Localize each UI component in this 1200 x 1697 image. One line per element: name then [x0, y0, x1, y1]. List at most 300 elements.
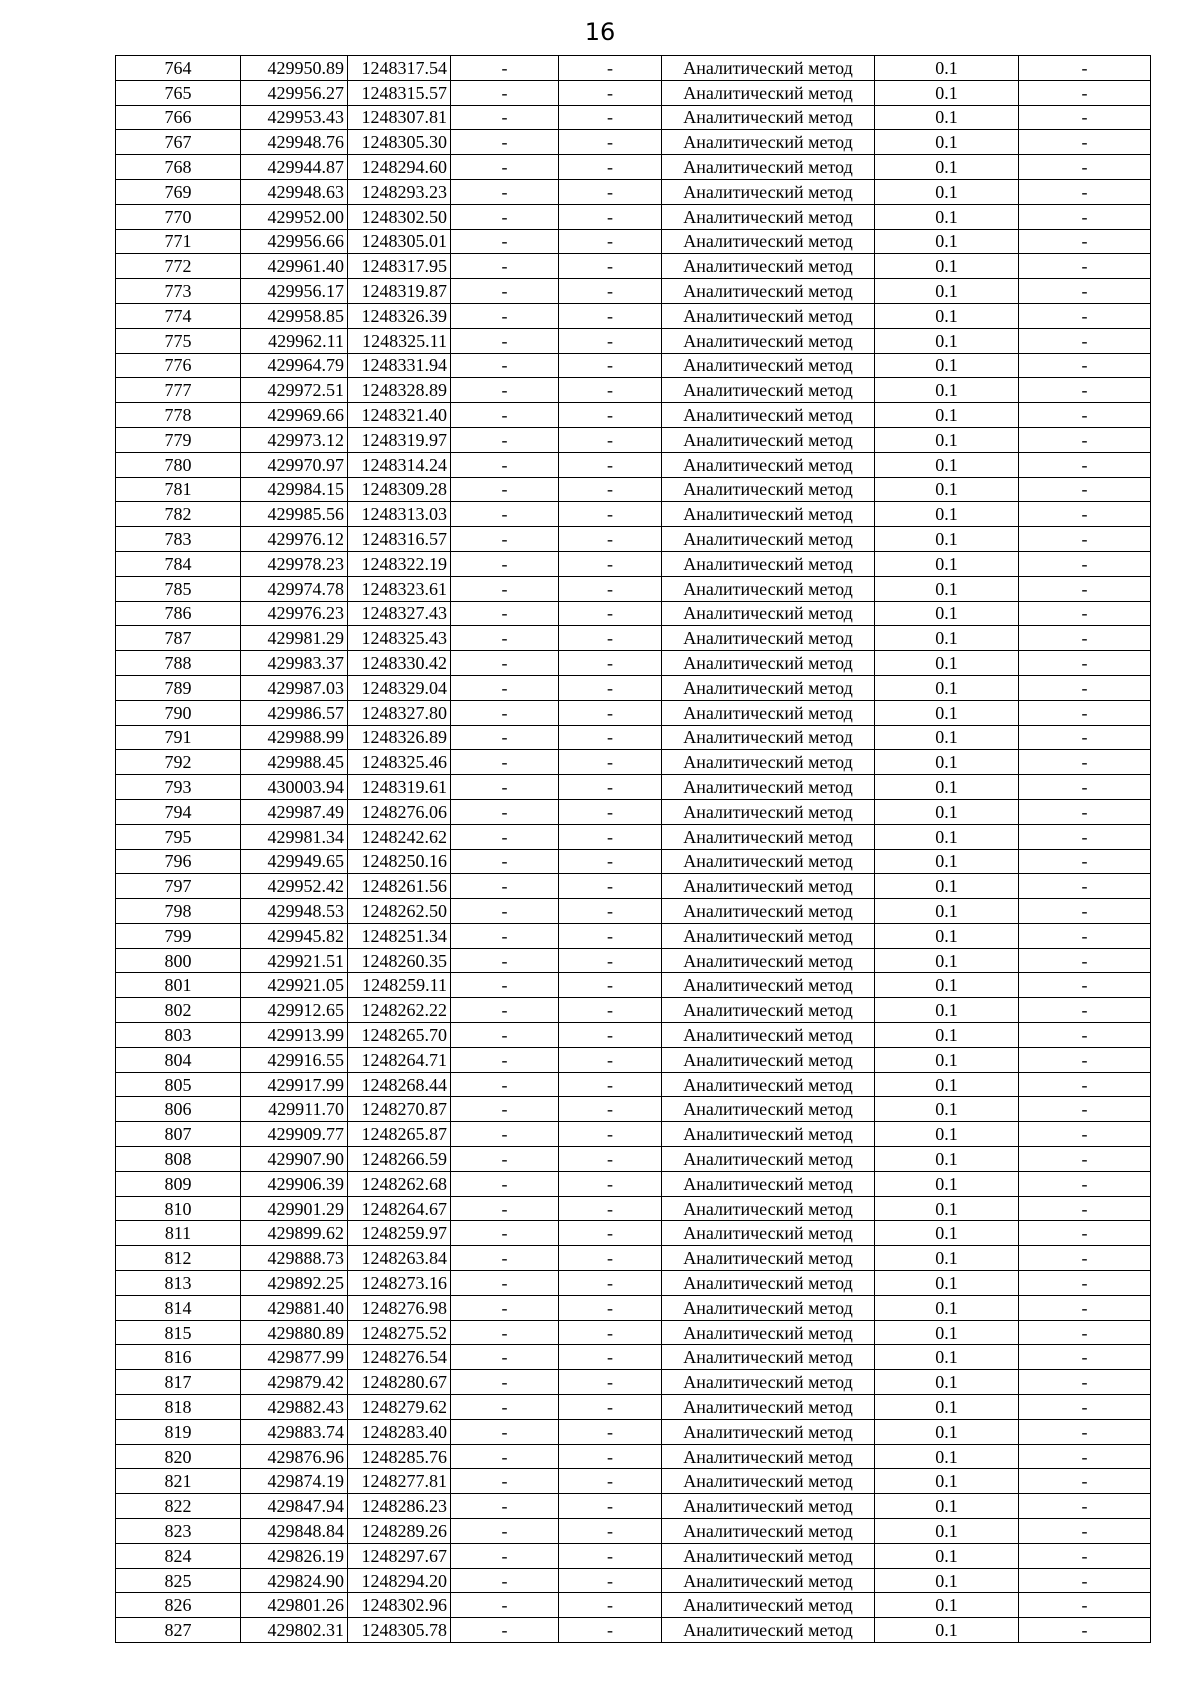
cell-col-4: -	[451, 303, 559, 328]
cell-point-number: 826	[116, 1593, 241, 1618]
cell-point-number: 805	[116, 1072, 241, 1097]
cell-x-coordinate: 429921.51	[241, 948, 348, 973]
cell-method: Аналитический метод	[662, 576, 875, 601]
cell-col-5: -	[559, 1370, 662, 1395]
table-row	[116, 279, 1151, 304]
cell-method: Аналитический метод	[662, 1023, 875, 1048]
cell-col-8: -	[1019, 378, 1151, 403]
cell-col-4: -	[451, 1147, 559, 1172]
cell-col-5: -	[559, 179, 662, 204]
cell-x-coordinate: 429879.42	[241, 1370, 348, 1395]
cell-y-coordinate: 1248294.20	[348, 1568, 451, 1593]
cell-col-8: -	[1019, 626, 1151, 651]
cell-point-number: 784	[116, 551, 241, 576]
cell-x-coordinate: 429956.27	[241, 80, 348, 105]
cell-x-coordinate: 429956.17	[241, 279, 348, 304]
cell-y-coordinate: 1248250.16	[348, 849, 451, 874]
cell-col-5: -	[559, 1519, 662, 1544]
cell-y-coordinate: 1248305.78	[348, 1618, 451, 1643]
cell-point-number: 822	[116, 1494, 241, 1519]
cell-point-number: 777	[116, 378, 241, 403]
cell-x-coordinate: 429948.76	[241, 130, 348, 155]
cell-col-8: -	[1019, 1370, 1151, 1395]
cell-x-coordinate: 429958.85	[241, 303, 348, 328]
cell-method: Аналитический метод	[662, 1320, 875, 1345]
cell-col-5: -	[559, 427, 662, 452]
cell-x-coordinate: 429952.42	[241, 874, 348, 899]
cell-accuracy: 0.1	[875, 56, 1019, 81]
cell-col-4: -	[451, 874, 559, 899]
cell-col-4: -	[451, 1246, 559, 1271]
cell-col-8: -	[1019, 1494, 1151, 1519]
table-row	[116, 775, 1151, 800]
cell-col-8: -	[1019, 502, 1151, 527]
cell-y-coordinate: 1248313.03	[348, 502, 451, 527]
cell-x-coordinate: 429978.23	[241, 551, 348, 576]
cell-method: Аналитический метод	[662, 725, 875, 750]
cell-col-5: -	[559, 502, 662, 527]
cell-col-5: -	[559, 229, 662, 254]
cell-col-5: -	[559, 527, 662, 552]
cell-col-8: -	[1019, 998, 1151, 1023]
cell-x-coordinate: 429950.89	[241, 56, 348, 81]
cell-col-8: -	[1019, 849, 1151, 874]
cell-point-number: 799	[116, 923, 241, 948]
cell-accuracy: 0.1	[875, 477, 1019, 502]
cell-point-number: 775	[116, 328, 241, 353]
cell-col-8: -	[1019, 576, 1151, 601]
cell-col-5: -	[559, 1122, 662, 1147]
cell-x-coordinate: 430003.94	[241, 775, 348, 800]
cell-point-number: 790	[116, 700, 241, 725]
cell-y-coordinate: 1248316.57	[348, 527, 451, 552]
cell-accuracy: 0.1	[875, 80, 1019, 105]
cell-y-coordinate: 1248266.59	[348, 1147, 451, 1172]
table-row	[116, 1444, 1151, 1469]
cell-x-coordinate: 429984.15	[241, 477, 348, 502]
cell-point-number: 808	[116, 1147, 241, 1172]
table-row	[116, 551, 1151, 576]
cell-method: Аналитический метод	[662, 155, 875, 180]
cell-y-coordinate: 1248317.95	[348, 254, 451, 279]
cell-col-4: -	[451, 1543, 559, 1568]
table-row	[116, 1171, 1151, 1196]
cell-col-8: -	[1019, 1122, 1151, 1147]
cell-col-8: -	[1019, 1072, 1151, 1097]
cell-col-8: -	[1019, 1618, 1151, 1643]
cell-col-4: -	[451, 1271, 559, 1296]
cell-col-5: -	[559, 1097, 662, 1122]
table-row	[116, 502, 1151, 527]
cell-col-8: -	[1019, 1221, 1151, 1246]
cell-col-4: -	[451, 427, 559, 452]
cell-col-8: -	[1019, 1047, 1151, 1072]
cell-method: Аналитический метод	[662, 427, 875, 452]
cell-point-number: 812	[116, 1246, 241, 1271]
cell-x-coordinate: 429988.45	[241, 750, 348, 775]
table-row	[116, 874, 1151, 899]
cell-x-coordinate: 429976.12	[241, 527, 348, 552]
cell-accuracy: 0.1	[875, 229, 1019, 254]
cell-col-5: -	[559, 130, 662, 155]
table-row	[116, 725, 1151, 750]
cell-y-coordinate: 1248265.70	[348, 1023, 451, 1048]
cell-col-4: -	[451, 1295, 559, 1320]
table-row	[116, 1147, 1151, 1172]
cell-y-coordinate: 1248323.61	[348, 576, 451, 601]
cell-y-coordinate: 1248251.34	[348, 923, 451, 948]
cell-point-number: 802	[116, 998, 241, 1023]
cell-col-4: -	[451, 229, 559, 254]
cell-x-coordinate: 429944.87	[241, 155, 348, 180]
cell-accuracy: 0.1	[875, 799, 1019, 824]
cell-method: Аналитический метод	[662, 229, 875, 254]
cell-point-number: 780	[116, 452, 241, 477]
cell-y-coordinate: 1248276.06	[348, 799, 451, 824]
cell-col-8: -	[1019, 1023, 1151, 1048]
cell-x-coordinate: 429874.19	[241, 1469, 348, 1494]
cell-point-number: 827	[116, 1618, 241, 1643]
cell-col-4: -	[451, 1345, 559, 1370]
cell-accuracy: 0.1	[875, 923, 1019, 948]
cell-accuracy: 0.1	[875, 973, 1019, 998]
cell-col-4: -	[451, 105, 559, 130]
cell-col-5: -	[559, 403, 662, 428]
cell-col-8: -	[1019, 105, 1151, 130]
table-row	[116, 1395, 1151, 1420]
cell-col-5: -	[559, 1395, 662, 1420]
cell-col-5: -	[559, 824, 662, 849]
cell-col-5: -	[559, 378, 662, 403]
cell-x-coordinate: 429892.25	[241, 1271, 348, 1296]
cell-col-4: -	[451, 130, 559, 155]
cell-accuracy: 0.1	[875, 527, 1019, 552]
cell-y-coordinate: 1248259.11	[348, 973, 451, 998]
cell-col-5: -	[559, 675, 662, 700]
cell-method: Аналитический метод	[662, 403, 875, 428]
cell-y-coordinate: 1248279.62	[348, 1395, 451, 1420]
table-row	[116, 799, 1151, 824]
cell-method: Аналитический метод	[662, 353, 875, 378]
cell-point-number: 793	[116, 775, 241, 800]
cell-accuracy: 0.1	[875, 1023, 1019, 1048]
cell-col-5: -	[559, 1618, 662, 1643]
cell-point-number: 774	[116, 303, 241, 328]
table-row	[116, 1072, 1151, 1097]
cell-col-8: -	[1019, 328, 1151, 353]
table-row	[116, 1370, 1151, 1395]
cell-col-5: -	[559, 551, 662, 576]
cell-method: Аналитический метод	[662, 204, 875, 229]
cell-x-coordinate: 429824.90	[241, 1568, 348, 1593]
cell-y-coordinate: 1248326.39	[348, 303, 451, 328]
cell-x-coordinate: 429970.97	[241, 452, 348, 477]
coordinates-table	[115, 55, 1151, 1643]
cell-col-4: -	[451, 651, 559, 676]
cell-col-8: -	[1019, 874, 1151, 899]
cell-y-coordinate: 1248322.19	[348, 551, 451, 576]
cell-col-4: -	[451, 1469, 559, 1494]
cell-col-4: -	[451, 1519, 559, 1544]
cell-col-5: -	[559, 1072, 662, 1097]
page-number: 16	[584, 18, 616, 46]
cell-y-coordinate: 1248326.89	[348, 725, 451, 750]
table-row	[116, 626, 1151, 651]
table-row	[116, 56, 1151, 81]
cell-col-4: -	[451, 725, 559, 750]
cell-col-4: -	[451, 899, 559, 924]
table-row	[116, 1097, 1151, 1122]
cell-col-4: -	[451, 824, 559, 849]
cell-accuracy: 0.1	[875, 651, 1019, 676]
table-row	[116, 998, 1151, 1023]
cell-col-4: -	[451, 502, 559, 527]
cell-x-coordinate: 429987.03	[241, 675, 348, 700]
cell-accuracy: 0.1	[875, 874, 1019, 899]
cell-col-5: -	[559, 973, 662, 998]
cell-method: Аналитический метод	[662, 874, 875, 899]
cell-point-number: 824	[116, 1543, 241, 1568]
cell-method: Аналитический метод	[662, 527, 875, 552]
cell-col-8: -	[1019, 1147, 1151, 1172]
table-row	[116, 700, 1151, 725]
cell-col-5: -	[559, 601, 662, 626]
cell-x-coordinate: 429969.66	[241, 403, 348, 428]
cell-col-8: -	[1019, 1295, 1151, 1320]
cell-y-coordinate: 1248319.61	[348, 775, 451, 800]
cell-accuracy: 0.1	[875, 601, 1019, 626]
cell-col-5: -	[559, 1196, 662, 1221]
cell-point-number: 765	[116, 80, 241, 105]
cell-x-coordinate: 429948.53	[241, 899, 348, 924]
cell-x-coordinate: 429986.57	[241, 700, 348, 725]
cell-y-coordinate: 1248277.81	[348, 1469, 451, 1494]
cell-method: Аналитический метод	[662, 775, 875, 800]
cell-method: Аналитический метод	[662, 1097, 875, 1122]
cell-y-coordinate: 1248293.23	[348, 179, 451, 204]
table-row	[116, 477, 1151, 502]
cell-point-number: 787	[116, 626, 241, 651]
cell-col-5: -	[559, 1593, 662, 1618]
table-row	[116, 1221, 1151, 1246]
cell-method: Аналитический метод	[662, 601, 875, 626]
cell-col-8: -	[1019, 651, 1151, 676]
cell-point-number: 794	[116, 799, 241, 824]
cell-col-5: -	[559, 254, 662, 279]
cell-method: Аналитический метод	[662, 1543, 875, 1568]
cell-accuracy: 0.1	[875, 1543, 1019, 1568]
table-row	[116, 80, 1151, 105]
cell-accuracy: 0.1	[875, 626, 1019, 651]
cell-col-8: -	[1019, 56, 1151, 81]
cell-col-4: -	[451, 1221, 559, 1246]
cell-col-4: -	[451, 328, 559, 353]
cell-col-4: -	[451, 1494, 559, 1519]
cell-accuracy: 0.1	[875, 403, 1019, 428]
cell-point-number: 795	[116, 824, 241, 849]
cell-accuracy: 0.1	[875, 1147, 1019, 1172]
cell-col-8: -	[1019, 1568, 1151, 1593]
cell-accuracy: 0.1	[875, 1444, 1019, 1469]
cell-x-coordinate: 429976.23	[241, 601, 348, 626]
cell-point-number: 781	[116, 477, 241, 502]
cell-point-number: 803	[116, 1023, 241, 1048]
cell-col-5: -	[559, 80, 662, 105]
cell-y-coordinate: 1248325.46	[348, 750, 451, 775]
table-row	[116, 527, 1151, 552]
cell-y-coordinate: 1248262.22	[348, 998, 451, 1023]
cell-point-number: 786	[116, 601, 241, 626]
cell-col-5: -	[559, 799, 662, 824]
cell-x-coordinate: 429945.82	[241, 923, 348, 948]
cell-x-coordinate: 429952.00	[241, 204, 348, 229]
cell-col-4: -	[451, 775, 559, 800]
cell-accuracy: 0.1	[875, 948, 1019, 973]
cell-point-number: 779	[116, 427, 241, 452]
cell-x-coordinate: 429988.99	[241, 725, 348, 750]
cell-y-coordinate: 1248328.89	[348, 378, 451, 403]
cell-col-4: -	[451, 1593, 559, 1618]
cell-x-coordinate: 429981.29	[241, 626, 348, 651]
cell-col-8: -	[1019, 601, 1151, 626]
cell-y-coordinate: 1248275.52	[348, 1320, 451, 1345]
cell-accuracy: 0.1	[875, 750, 1019, 775]
cell-col-5: -	[559, 1469, 662, 1494]
cell-col-4: -	[451, 477, 559, 502]
cell-accuracy: 0.1	[875, 824, 1019, 849]
cell-method: Аналитический метод	[662, 998, 875, 1023]
cell-accuracy: 0.1	[875, 179, 1019, 204]
table-row	[116, 229, 1151, 254]
cell-x-coordinate: 429916.55	[241, 1047, 348, 1072]
table-row	[116, 1271, 1151, 1296]
cell-y-coordinate: 1248325.43	[348, 626, 451, 651]
cell-point-number: 776	[116, 353, 241, 378]
cell-col-5: -	[559, 899, 662, 924]
cell-col-4: -	[451, 849, 559, 874]
table-row	[116, 1593, 1151, 1618]
cell-col-4: -	[451, 204, 559, 229]
cell-point-number: 819	[116, 1419, 241, 1444]
table-row	[116, 1122, 1151, 1147]
cell-accuracy: 0.1	[875, 130, 1019, 155]
cell-col-5: -	[559, 452, 662, 477]
cell-accuracy: 0.1	[875, 1047, 1019, 1072]
cell-y-coordinate: 1248321.40	[348, 403, 451, 428]
cell-col-5: -	[559, 303, 662, 328]
cell-y-coordinate: 1248289.26	[348, 1519, 451, 1544]
cell-accuracy: 0.1	[875, 849, 1019, 874]
table-row	[116, 1618, 1151, 1643]
table-row	[116, 651, 1151, 676]
cell-col-4: -	[451, 1568, 559, 1593]
cell-y-coordinate: 1248331.94	[348, 353, 451, 378]
cell-x-coordinate: 429899.62	[241, 1221, 348, 1246]
cell-accuracy: 0.1	[875, 1370, 1019, 1395]
cell-col-5: -	[559, 353, 662, 378]
cell-y-coordinate: 1248276.98	[348, 1295, 451, 1320]
cell-x-coordinate: 429961.40	[241, 254, 348, 279]
cell-x-coordinate: 429802.31	[241, 1618, 348, 1643]
cell-y-coordinate: 1248264.67	[348, 1196, 451, 1221]
cell-x-coordinate: 429948.63	[241, 179, 348, 204]
cell-y-coordinate: 1248294.60	[348, 155, 451, 180]
cell-col-4: -	[451, 973, 559, 998]
cell-method: Аналитический метод	[662, 651, 875, 676]
cell-accuracy: 0.1	[875, 1246, 1019, 1271]
cell-point-number: 792	[116, 750, 241, 775]
cell-x-coordinate: 429876.96	[241, 1444, 348, 1469]
cell-col-5: -	[559, 700, 662, 725]
cell-col-8: -	[1019, 179, 1151, 204]
cell-col-4: -	[451, 576, 559, 601]
cell-method: Аналитический метод	[662, 452, 875, 477]
cell-col-5: -	[559, 849, 662, 874]
cell-method: Аналитический метод	[662, 56, 875, 81]
cell-method: Аналитический метод	[662, 105, 875, 130]
cell-col-5: -	[559, 1444, 662, 1469]
cell-x-coordinate: 429949.65	[241, 849, 348, 874]
cell-col-4: -	[451, 353, 559, 378]
cell-accuracy: 0.1	[875, 1122, 1019, 1147]
table-row	[116, 179, 1151, 204]
cell-col-5: -	[559, 204, 662, 229]
table-row	[116, 1345, 1151, 1370]
cell-method: Аналитический метод	[662, 328, 875, 353]
cell-col-4: -	[451, 675, 559, 700]
cell-point-number: 797	[116, 874, 241, 899]
cell-method: Аналитический метод	[662, 626, 875, 651]
cell-x-coordinate: 429911.70	[241, 1097, 348, 1122]
cell-accuracy: 0.1	[875, 353, 1019, 378]
cell-col-4: -	[451, 1320, 559, 1345]
cell-method: Аналитический метод	[662, 1519, 875, 1544]
cell-col-8: -	[1019, 254, 1151, 279]
cell-col-8: -	[1019, 923, 1151, 948]
cell-point-number: 778	[116, 403, 241, 428]
cell-method: Аналитический метод	[662, 1494, 875, 1519]
cell-col-5: -	[559, 725, 662, 750]
cell-col-8: -	[1019, 899, 1151, 924]
table-row	[116, 1023, 1151, 1048]
cell-point-number: 766	[116, 105, 241, 130]
cell-col-8: -	[1019, 403, 1151, 428]
table-row	[116, 1469, 1151, 1494]
cell-point-number: 814	[116, 1295, 241, 1320]
cell-y-coordinate: 1248259.97	[348, 1221, 451, 1246]
cell-col-5: -	[559, 1147, 662, 1172]
cell-col-8: -	[1019, 948, 1151, 973]
cell-method: Аналитический метод	[662, 849, 875, 874]
cell-col-5: -	[559, 998, 662, 1023]
cell-method: Аналитический метод	[662, 1047, 875, 1072]
cell-y-coordinate: 1248262.68	[348, 1171, 451, 1196]
cell-method: Аналитический метод	[662, 1618, 875, 1643]
cell-y-coordinate: 1248285.76	[348, 1444, 451, 1469]
cell-x-coordinate: 429973.12	[241, 427, 348, 452]
table-row	[116, 204, 1151, 229]
cell-col-5: -	[559, 1221, 662, 1246]
cell-point-number: 782	[116, 502, 241, 527]
cell-y-coordinate: 1248307.81	[348, 105, 451, 130]
cell-accuracy: 0.1	[875, 1519, 1019, 1544]
cell-x-coordinate: 429881.40	[241, 1295, 348, 1320]
cell-col-8: -	[1019, 551, 1151, 576]
cell-point-number: 818	[116, 1395, 241, 1420]
cell-x-coordinate: 429985.56	[241, 502, 348, 527]
table-row	[116, 973, 1151, 998]
cell-point-number: 769	[116, 179, 241, 204]
